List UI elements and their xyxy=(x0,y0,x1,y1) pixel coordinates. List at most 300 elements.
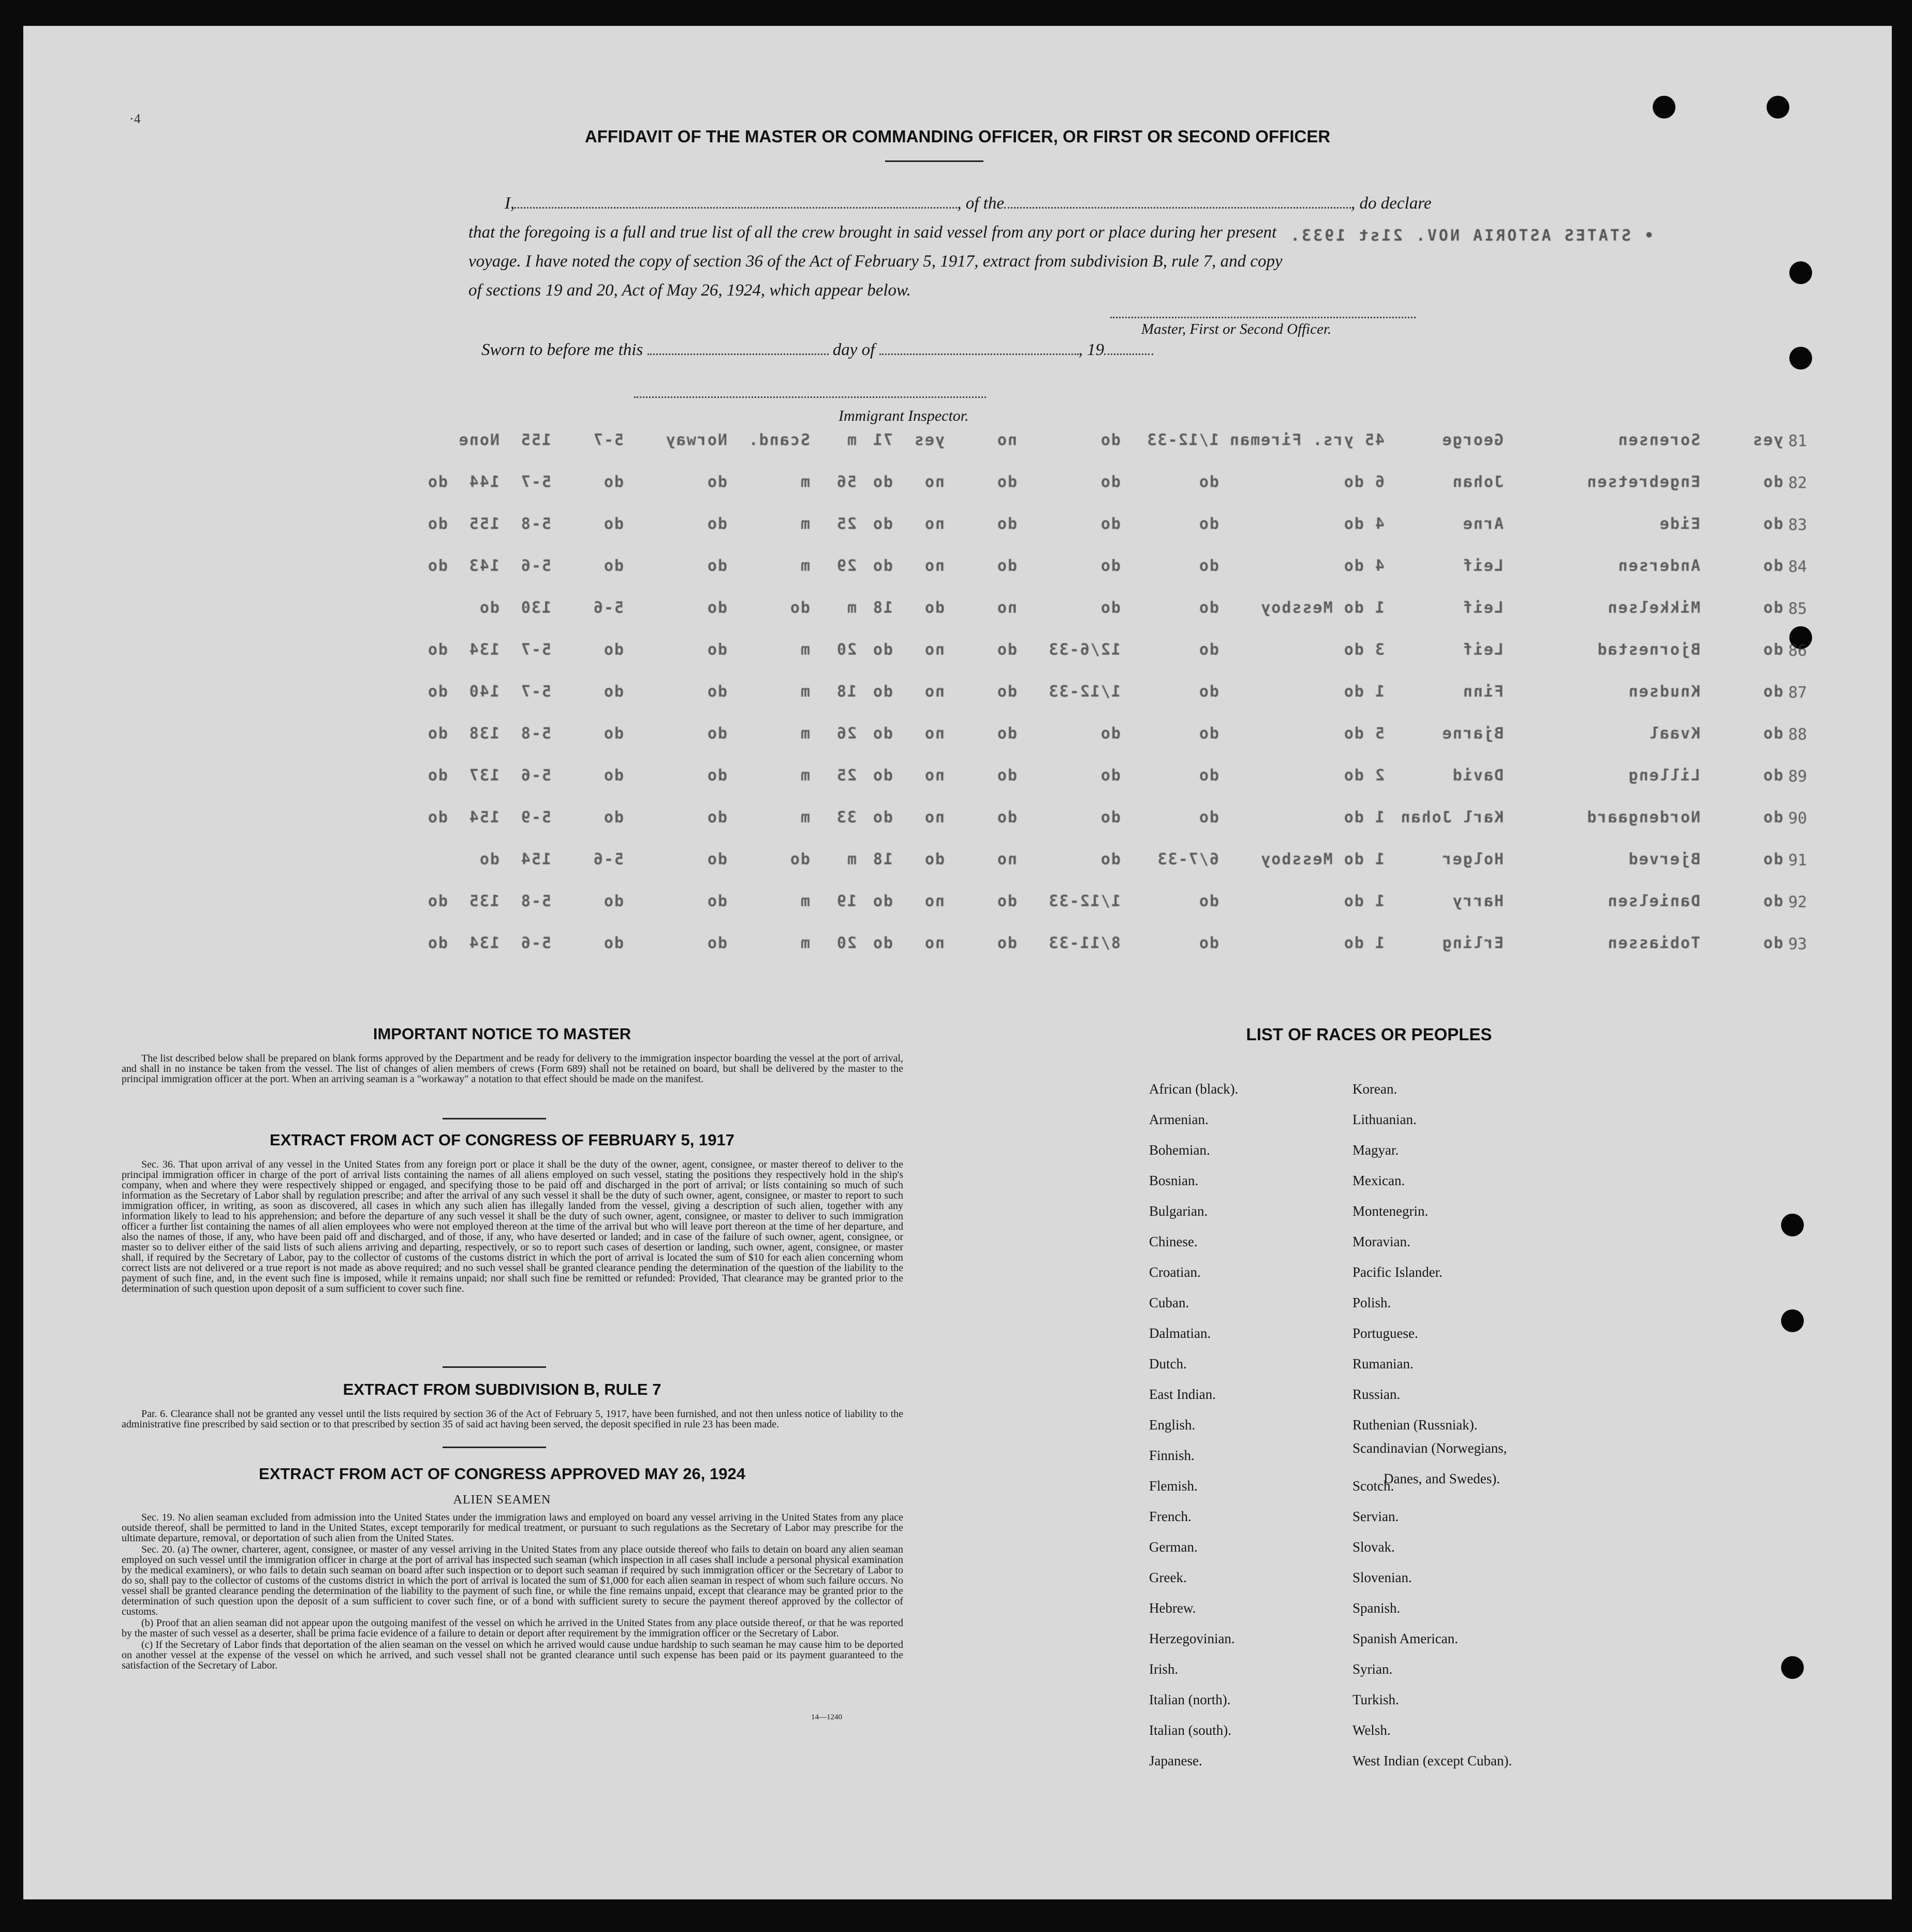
bleed-through-cell: do xyxy=(1762,850,1783,868)
bleed-through-cell: yes xyxy=(1752,431,1783,449)
bleed-through-cell: do xyxy=(602,934,624,952)
bleed-through-row-number: 84 xyxy=(1788,558,1807,576)
notice-text xyxy=(122,1053,903,1085)
bleed-through-cell: 6/7-33 xyxy=(1156,850,1219,868)
bleed-through-cell: 130 xyxy=(520,599,551,617)
bleed-through-cell: do xyxy=(1198,473,1219,491)
race-item: Ruthenian (Russniak). xyxy=(1352,1417,1478,1433)
bleed-through-cell: do xyxy=(872,641,893,659)
alien-seamen-subtitle: ALIEN SEAMEN xyxy=(453,1493,551,1507)
race-item: French. xyxy=(1149,1509,1192,1524)
bleed-through-cell: do xyxy=(1762,683,1783,701)
bleed-through-cell: do xyxy=(706,808,727,827)
bleed-through-cell: Harry xyxy=(1451,892,1504,910)
bleed-through-cell: do xyxy=(872,892,893,910)
race-item: Flemish. xyxy=(1149,1478,1198,1494)
punch-hole xyxy=(1781,1214,1804,1236)
bleed-through-cell: do xyxy=(789,599,810,617)
bleed-through-cell: 137 xyxy=(468,766,499,785)
bleed-through-cell: 135 xyxy=(468,892,499,910)
bleed-through-cell: m xyxy=(799,766,810,785)
bleed-through-cell: 5-7 xyxy=(592,431,624,449)
bleed-through-cell: do xyxy=(872,557,893,575)
bleed-through-cell: do xyxy=(1198,683,1219,701)
extract-rule7-title: EXTRACT FROM SUBDIVISION B, RULE 7 xyxy=(343,1380,661,1398)
bleed-through-cell: 1/12-33 xyxy=(1048,683,1121,701)
bleed-through-cell: 154 xyxy=(468,808,499,827)
bleed-through-cell: do xyxy=(1198,557,1219,575)
race-item: Russian. xyxy=(1352,1387,1401,1402)
bleed-through-cell: 12/6-33 xyxy=(1048,641,1121,659)
bleed-through-cell: do xyxy=(426,725,448,743)
bleed-through-cell: David xyxy=(1451,766,1504,785)
year-blank xyxy=(1104,339,1153,355)
bleed-through-cell: no xyxy=(923,557,945,575)
race-item: Portuguese. xyxy=(1352,1325,1418,1341)
bleed-through-cell: do xyxy=(426,892,448,910)
bleed-through-cell: 45 yrs. Fireman xyxy=(1229,431,1385,449)
bleed-through-cell: do xyxy=(1198,934,1219,952)
bleed-through-cell: 8/11-33 xyxy=(1048,934,1121,952)
bleed-through-cell: do xyxy=(789,850,810,868)
bleed-through-cell: 138 xyxy=(468,725,499,743)
bleed-through-cell: Arne xyxy=(1462,515,1504,533)
bleed-through-cell: Leif xyxy=(1462,599,1504,617)
bleed-through-cell: Andersen xyxy=(1617,557,1700,575)
section-20c: (c) If the Secretary of Labor finds that deportation of the alien seaman on the vessel on which he arrived would cause undue hardship to such seaman he may cause him to be deported on another vessel at the expense of the vessel on which he arrived, and such vessel shall not be granted clearance until such expense has been paid or its payment guaranteed to the satisfaction of the Secretary of Labor. xyxy=(122,1639,903,1671)
bleed-through-cell: do xyxy=(1198,599,1219,617)
bleed-through-cell: 1 do xyxy=(1343,934,1385,952)
bleed-through-cell: do xyxy=(602,766,624,785)
bleed-through-cell: Bjerved xyxy=(1627,850,1700,868)
sworn-line xyxy=(481,339,1153,360)
bleed-through-cell: 5-8 xyxy=(520,725,551,743)
punch-hole xyxy=(1789,261,1812,284)
bleed-through-row xyxy=(241,641,1793,665)
bleed-through-cell: do xyxy=(478,850,499,868)
bleed-through-cell: 20 xyxy=(835,641,857,659)
race-item: Montenegrin. xyxy=(1352,1203,1429,1219)
bleed-through-cell: do xyxy=(426,766,448,785)
bleed-through-cell: Holger xyxy=(1441,850,1504,868)
vessel-blank xyxy=(1004,193,1351,209)
race-item: Irish. xyxy=(1149,1661,1179,1677)
bleed-through-cell: Engebretsen xyxy=(1586,473,1700,491)
signature-line xyxy=(1110,317,1416,318)
bleed-through-cell: Lilleng xyxy=(1627,766,1700,785)
extract-rule7-paragraph: Par. 6. Clearance shall not be granted any vessel until the lists required by section 36 of the Act of February 5, 1917, have been furnished, and not then unless notice of liability to the administrative fine prescribed by said section or to that prescribed by section 35 of said act having been served, the deposit specified in rule 23 has been made. xyxy=(122,1408,903,1430)
race-item: Servian. xyxy=(1352,1509,1399,1524)
bleed-through-cell: 71 xyxy=(872,431,893,449)
bleed-through-row-number: 87 xyxy=(1788,684,1807,702)
race-item: Lithuanian. xyxy=(1352,1112,1417,1127)
affidavit-line4: of sections 19 and 20, Act of May 26, 1924, which appear below. xyxy=(468,281,911,300)
race-item: Bulgarian. xyxy=(1149,1203,1208,1219)
bleed-through-row xyxy=(241,808,1793,832)
bleed-through-cell: do xyxy=(1762,515,1783,533)
bleed-through-cell: do xyxy=(872,473,893,491)
bleed-through-cell: do xyxy=(923,850,945,868)
race-item: Chinese. xyxy=(1149,1234,1198,1249)
bleed-through-cell: Scand. xyxy=(747,431,810,449)
bleed-through-row-number: 92 xyxy=(1788,893,1807,911)
bleed-through-cell: 134 xyxy=(468,934,499,952)
extract-1917-text xyxy=(122,1159,903,1295)
bleed-through-cell: 5-6 xyxy=(520,766,551,785)
section-19: Sec. 19. No alien seaman excluded from admission into the United States under the immigration laws and employed on board any vessel arriving in the United States from any place outside thereof, shall be permitted to land in the United States, except temporarily for medical treatment, or pursuant to such regulations as the Secretary of Labor may prescribe for the ultimate departure, removal, or deportation of such alien from the United States. xyxy=(122,1512,903,1544)
bleed-through-cell: do xyxy=(996,725,1017,743)
bleed-through-cell: no xyxy=(923,515,945,533)
bleed-through-row-number: 83 xyxy=(1788,516,1807,534)
section-20b: (b) Proof that an alien seaman did not appear upon the outgoing manifest of the vessel on which he arrived in the United States from any place outside thereof, or that he was reported by the master of such vessel as a deserter, shall be prima facie evidence of a failure to detain or deport after requirement by the immigration officer or the Secretary of Labor. xyxy=(122,1617,903,1639)
bleed-through-cell: do xyxy=(1099,766,1121,785)
bleed-through-cell: 33 xyxy=(835,808,857,827)
bleed-through-cell: do xyxy=(706,473,727,491)
divider xyxy=(443,1118,546,1119)
race-item: Italian (south). xyxy=(1149,1722,1231,1738)
race-item: Spanish American. xyxy=(1352,1631,1458,1646)
bleed-through-row xyxy=(241,850,1793,874)
month-blank xyxy=(879,339,1079,355)
bleed-through-cell: 5-6 xyxy=(592,850,624,868)
punch-hole xyxy=(1781,1309,1804,1332)
bleed-through-cell: Bjarne xyxy=(1441,725,1504,743)
bleed-through-cell: do xyxy=(1762,808,1783,827)
bleed-through-cell: do xyxy=(996,766,1017,785)
bleed-through-cell: do xyxy=(602,683,624,701)
bleed-through-row xyxy=(241,599,1793,623)
bleed-through-cell: 4 do xyxy=(1343,515,1385,533)
bleed-through-cell: Norway xyxy=(665,431,727,449)
bleed-through-cell: do xyxy=(426,557,448,575)
bleed-through-cell: m xyxy=(799,515,810,533)
race-item: Polish. xyxy=(1352,1295,1391,1310)
bleed-through-row-number: 88 xyxy=(1788,726,1807,744)
bleed-through-cell: 155 xyxy=(520,431,551,449)
bleed-through-cell: Bjornestad xyxy=(1596,641,1700,659)
bleed-through-cell: do xyxy=(706,557,727,575)
bleed-through-cell: do xyxy=(1762,892,1783,910)
bleed-through-cell: 25 xyxy=(835,515,857,533)
bleed-through-cell: no xyxy=(923,934,945,952)
bleed-through-cell: m xyxy=(846,850,857,868)
bleed-through-cell: do xyxy=(1762,934,1783,952)
bleed-through-cell: 6 do xyxy=(1343,473,1385,491)
race-item: Scotch. xyxy=(1352,1478,1394,1494)
bleed-through-cell: do xyxy=(996,892,1017,910)
bleed-through-cell: Erling xyxy=(1441,934,1504,952)
race-item: Hebrew. xyxy=(1149,1600,1196,1616)
bleed-through-cell: 154 xyxy=(520,850,551,868)
bleed-through-cell: do xyxy=(706,683,727,701)
bleed-through-cell: 25 xyxy=(835,766,857,785)
bleed-through-cell: 140 xyxy=(468,683,499,701)
bleed-through-cell: do xyxy=(1099,557,1121,575)
bleed-through-cell: do xyxy=(1099,808,1121,827)
bleed-through-header: • STATES ASTORIA NOV. 21st 1933. xyxy=(1288,227,1654,245)
bleed-through-cell: m xyxy=(846,431,857,449)
bleed-through-cell: do xyxy=(426,515,448,533)
bleed-through-row xyxy=(241,934,1793,958)
sworn-text-b: day of xyxy=(832,341,875,359)
bleed-through-cell: 144 xyxy=(468,473,499,491)
section-20a: Sec. 20. (a) The owner, charterer, agent, consignee, or master of any vessel arriving in the United States from any place outside thereof who fails to detain on board any alien seaman employed on such vessel until the immigration officer in charge at the port of arrival has inspected such seaman (which inspection in all cases shall include a personal physical examination by the medical examiners), or who fails to detain such seaman on board after such inspection or to deport such seaman if required by such immigration officer or the Secretary of Labor to do so, shall pay to the collector of customs of the customs district in which the port of arrival is located the sum of $1,000 for each alien seaman in respect of whom such failure occurs. No vessel shall be granted clearance pending the determination of the liability to the payment of such fine, or while the fine remains unpaid, except that clearance may be granted prior to the determination of such question upon the deposit of a sum sufficient to cover such fine, or of a bond with sufficient surety to secure the payment thereof approved by the collector of customs. xyxy=(122,1544,903,1617)
race-item: African (black). xyxy=(1149,1081,1239,1097)
bleed-through-cell: 18 xyxy=(872,850,893,868)
race-item-line: Scandinavian (Norwegians, xyxy=(1352,1440,1507,1456)
bleed-through-cell: no xyxy=(923,766,945,785)
bleed-through-cell: do xyxy=(706,934,727,952)
bleed-through-cell: do xyxy=(706,515,727,533)
bleed-through-cell: do xyxy=(602,725,624,743)
bleed-through-cell: Eide xyxy=(1658,515,1700,533)
bleed-through-cell: Danielsen xyxy=(1607,892,1700,910)
bleed-through-row-number: 85 xyxy=(1788,600,1807,618)
bleed-through-row xyxy=(241,431,1793,455)
bleed-through-row xyxy=(241,557,1793,581)
bleed-through-row-number: 81 xyxy=(1788,432,1807,450)
bleed-through-cell: 134 xyxy=(468,641,499,659)
bleed-through-cell: do xyxy=(872,766,893,785)
race-item: Cuban. xyxy=(1149,1295,1189,1310)
bleed-through-cell: 5-6 xyxy=(592,599,624,617)
bleed-through-cell: do xyxy=(996,808,1017,827)
bleed-through-cell: Nordengaard xyxy=(1586,808,1700,827)
bleed-through-cell: do xyxy=(1198,892,1219,910)
bleed-through-cell: 1 do xyxy=(1343,892,1385,910)
bleed-through-cell: do xyxy=(1099,850,1121,868)
race-item: Korean. xyxy=(1352,1081,1398,1097)
bleed-through-cell: do xyxy=(706,766,727,785)
race-item: Mexican. xyxy=(1352,1173,1405,1188)
bleed-through-cell: do xyxy=(872,934,893,952)
extract-1924-text xyxy=(122,1512,903,1672)
bleed-through-cell: do xyxy=(426,934,448,952)
races-title: LIST OF RACES OR PEOPLES xyxy=(1246,1025,1492,1044)
bleed-through-cell: Knudsen xyxy=(1627,683,1700,701)
extract-1917-title: EXTRACT FROM ACT OF CONGRESS OF FEBRUARY 5, 1917 xyxy=(270,1131,734,1149)
inspector-line xyxy=(634,396,986,398)
bleed-through-row xyxy=(241,892,1793,916)
extract-1917-paragraph: Sec. 36. That upon arrival of any vessel in the United States from any foreign port or place it shall be the duty of the owner, agent, consignee, or master thereof to deliver to the principal immigration officer in charge of the port of arrival lists containing the names of all aliens employed on such vessel, stating the positions they respectively hold in the ship's company, when and where they were respectively shipped or engaged, and specifying those to be paid off and discharged in the port of arrival; or lists containing so much of such information as the Secretary of Labor shall by regulation prescribe; and after the arrival of any such vessel it shall be the duty of such owner, agent, consignee, or master to report to such immigration officer, in writing, as soon as discovered, all cases in which any such alien has illegally landed from the vessel, giving a description of such alien, together with any information likely to lead to his apprehension; and before the departure of any such vessel it shall be the duty of such owner, agent, consignee, or master to deliver to such immigration officer a further list containing the names of all alien employees who were not employed thereon at the time of the arrival but who will leave port thereon at the time of her departure, and also the names of those, if any, who have been paid off and discharged, and of those, if any, who have deserted or landed; and in case of the failure of such owner, agent, consignee, or master so to deliver either of the said lists of such aliens arriving and departing, respectively, or so to report such cases of desertion or landing, such owner, agent, consignee, or master shall, if required by the Secretary of Labor, pay to the collector of customs of the customs district in which the port of arrival is located the sum of $10 for each alien concerning whom correct lists are not delivered or a true report is not made as above required; and no such vessel shall be granted clearance pending the determination of the question of the liability to the payment of such fine, and, in the event such fine is imposed, while it remains unpaid; nor shall such fine be remitted or refunded: Provided, That clearance may be granted prior to the determination of such question upon deposit of a sum sufficient to cover such fine. xyxy=(122,1159,903,1294)
bleed-through-cell: do xyxy=(706,599,727,617)
bleed-through-row xyxy=(241,683,1793,706)
bleed-through-cell: yes xyxy=(913,431,945,449)
punch-hole xyxy=(1653,96,1675,119)
bleed-through-cell: m xyxy=(799,557,810,575)
race-item-line: Danes, and Swedes). xyxy=(1384,1471,1500,1486)
races-column-1 xyxy=(1149,1074,1238,1776)
bleed-through-cell: 1/12-33 xyxy=(1048,892,1121,910)
bleed-through-cell: do xyxy=(1198,808,1219,827)
affidavit-line3: voyage. I have noted the copy of section 36 of the Act of February 5, 1917, extract from subdivision B, rule 7, and copy xyxy=(468,252,1283,271)
bleed-through-cell: do xyxy=(602,808,624,827)
race-item: Syrian. xyxy=(1352,1661,1393,1677)
race-item: East Indian. xyxy=(1149,1387,1216,1402)
bleed-through-cell: 1/12-33 xyxy=(1146,431,1219,449)
bleed-through-row-number: 86 xyxy=(1788,642,1807,660)
bleed-through-cell: do xyxy=(426,641,448,659)
bleed-through-row-number: 91 xyxy=(1788,851,1807,869)
bleed-through-cell: 5-6 xyxy=(520,934,551,952)
extract-rule7-text xyxy=(122,1409,903,1430)
inspector-caption: Immigrant Inspector. xyxy=(839,407,969,424)
bleed-through-cell: do xyxy=(996,473,1017,491)
bleed-through-cell: do xyxy=(1099,515,1121,533)
bleed-through-cell: no xyxy=(923,725,945,743)
bleed-through-cell: do xyxy=(706,850,727,868)
affidavit-line2: that the foregoing is a full and true list of all the crew brought in said vessel from any port or place during her present xyxy=(468,223,1277,242)
bleed-through-cell: no xyxy=(923,808,945,827)
bleed-through-row-number: 89 xyxy=(1788,768,1807,786)
race-item: English. xyxy=(1149,1417,1196,1433)
bleed-through-cell: 3 do xyxy=(1343,641,1385,659)
bleed-through-cell: 5-7 xyxy=(520,473,551,491)
bleed-through-cell: m xyxy=(799,725,810,743)
bleed-through-cell: do xyxy=(923,599,945,617)
bleed-through-cell: m xyxy=(799,641,810,659)
bleed-through-cell: 5-7 xyxy=(520,683,551,701)
form-number: 14—1240 xyxy=(811,1713,842,1721)
affidavit-title: AFFIDAVIT OF THE MASTER OR COMMANDING OFFICER, OR FIRST OR SECOND OFFICER xyxy=(584,127,1331,146)
bleed-through-cell: do xyxy=(1198,641,1219,659)
race-item: Spanish. xyxy=(1352,1600,1401,1616)
bleed-through-row-number: 90 xyxy=(1788,809,1807,828)
bleed-through-cell: m xyxy=(799,892,810,910)
bleed-through-row xyxy=(241,725,1793,748)
bleed-through-cell: 19 xyxy=(835,892,857,910)
bleed-through-cell: 5-6 xyxy=(520,557,551,575)
race-item: Croatian. xyxy=(1149,1264,1201,1280)
race-item: Turkish. xyxy=(1352,1692,1399,1707)
divider xyxy=(443,1447,546,1448)
bleed-through-cell: no xyxy=(996,850,1017,868)
bleed-through-cell: do xyxy=(602,892,624,910)
race-item: Dutch. xyxy=(1149,1356,1187,1371)
bleed-through-cell: do xyxy=(706,641,727,659)
bleed-through-cell: do xyxy=(1198,725,1219,743)
bleed-through-cell: do xyxy=(872,808,893,827)
affidavit-line1-c: , do declare xyxy=(1350,194,1432,213)
bleed-through-cell: do xyxy=(602,515,624,533)
bleed-through-row xyxy=(241,766,1793,790)
bleed-through-cell: 5-8 xyxy=(520,515,551,533)
bleed-through-cell: Mikkelsen xyxy=(1607,599,1700,617)
sworn-text-a: Sworn to before me this xyxy=(481,341,643,359)
bleed-through-cell: do xyxy=(996,557,1017,575)
bleed-through-cell: no xyxy=(923,683,945,701)
race-item: Herzegovinian. xyxy=(1149,1631,1235,1646)
punch-hole xyxy=(1767,96,1789,119)
race-item: Slovak. xyxy=(1352,1539,1395,1555)
bleed-through-cell: 4 do xyxy=(1343,557,1385,575)
bleed-through-cell: do xyxy=(1099,473,1121,491)
bleed-through-cell: do xyxy=(872,515,893,533)
bleed-through-cell: Finn xyxy=(1462,683,1504,701)
bleed-through-row xyxy=(241,473,1793,497)
bleed-through-cell: m xyxy=(799,934,810,952)
name-blank xyxy=(514,193,957,209)
bleed-through-cell: do xyxy=(706,892,727,910)
bleed-through-cell: Karl Johan xyxy=(1400,808,1504,827)
bleed-through-cell: None xyxy=(458,431,499,449)
bleed-through-cell: 5-8 xyxy=(520,892,551,910)
bleed-through-cell: do xyxy=(996,683,1017,701)
bleed-through-cell: Tobiassen xyxy=(1607,934,1700,952)
bleed-through-row-number: 82 xyxy=(1788,474,1807,492)
race-item: Bohemian. xyxy=(1149,1142,1210,1158)
bleed-through-row-number: 93 xyxy=(1788,935,1807,953)
race-item: Slovenian. xyxy=(1352,1570,1412,1585)
bleed-through-cell: 26 xyxy=(835,725,857,743)
bleed-through-cell: do xyxy=(706,725,727,743)
bleed-through-cell: Sorensen xyxy=(1617,431,1700,449)
bleed-through-cell: m xyxy=(799,473,810,491)
bleed-through-cell: do xyxy=(1762,641,1783,659)
bleed-through-cell: do xyxy=(1762,557,1783,575)
bleed-through-cell: do xyxy=(426,808,448,827)
bleed-through-cell: do xyxy=(996,515,1017,533)
bleed-through-cell: Kvaal xyxy=(1648,725,1700,743)
punch-hole xyxy=(1781,1656,1804,1679)
bleed-through-cell: no xyxy=(923,473,945,491)
bleed-through-cell: 18 xyxy=(835,683,857,701)
bleed-through-cell: 5 do xyxy=(1343,725,1385,743)
sworn-text-c: , 19 xyxy=(1078,341,1105,359)
race-item: Moravian. xyxy=(1352,1234,1410,1249)
divider xyxy=(443,1366,546,1368)
bleed-through-cell: do xyxy=(602,473,624,491)
bleed-through-cell: do xyxy=(1762,473,1783,491)
bleed-through-cell: m xyxy=(846,599,857,617)
day-blank xyxy=(648,339,829,355)
race-item: Japanese. xyxy=(1149,1753,1202,1768)
race-item: Pacific Islander. xyxy=(1352,1264,1443,1280)
extract-1924-title: EXTRACT FROM ACT OF CONGRESS APPROVED MAY 26, 1924 xyxy=(259,1465,745,1483)
bleed-through-cell: Johan xyxy=(1451,473,1504,491)
bleed-through-row xyxy=(241,515,1793,539)
race-item: Italian (north). xyxy=(1149,1692,1231,1707)
notice-paragraph: The list described below shall be prepared on blank forms approved by the Department and be ready for delivery to the immigration inspector boarding the vessel at the port of arrival, and shall in no instance be taken from the vessel. The list of changes of alien members of crews (Form 689) shall not be retained on board, but shall be delivered by the master to the principal immigration officer at the port. When an arriving seaman is a "workaway" a notation to that effect should be made on the manifest. xyxy=(122,1053,903,1085)
punch-hole xyxy=(1789,347,1812,370)
bleed-through-cell: George xyxy=(1441,431,1504,449)
bleed-through-cell: 5-7 xyxy=(520,641,551,659)
race-item: Greek. xyxy=(1149,1570,1187,1585)
bleed-through-cell: no xyxy=(923,892,945,910)
race-item: Bosnian. xyxy=(1149,1173,1199,1188)
bleed-through-cell: 5-9 xyxy=(520,808,551,827)
bleed-through-cell: do xyxy=(1762,599,1783,617)
bleed-through-cell: 155 xyxy=(468,515,499,533)
affidavit-line1-b: , of the xyxy=(957,194,1004,213)
race-item: Magyar. xyxy=(1352,1142,1399,1158)
bleed-through-cell: 1 do xyxy=(1343,808,1385,827)
bleed-through-cell: 29 xyxy=(835,557,857,575)
bleed-through-cell: do xyxy=(1198,515,1219,533)
bleed-through-cell: do xyxy=(996,641,1017,659)
races-column-2 xyxy=(1352,1074,1512,1776)
bleed-through-cell: do xyxy=(1099,431,1121,449)
race-item: German. xyxy=(1149,1539,1198,1555)
bleed-through-cell: 56 xyxy=(835,473,857,491)
bleed-through-cell: m xyxy=(799,808,810,827)
bleed-through-cell: 143 xyxy=(468,557,499,575)
bleed-through-cell: do xyxy=(602,641,624,659)
bleed-through-cell: do xyxy=(1198,766,1219,785)
bleed-through-cell: Leif xyxy=(1462,557,1504,575)
bleed-through-cell: do xyxy=(426,473,448,491)
race-item: Dalmatian. xyxy=(1149,1325,1211,1341)
